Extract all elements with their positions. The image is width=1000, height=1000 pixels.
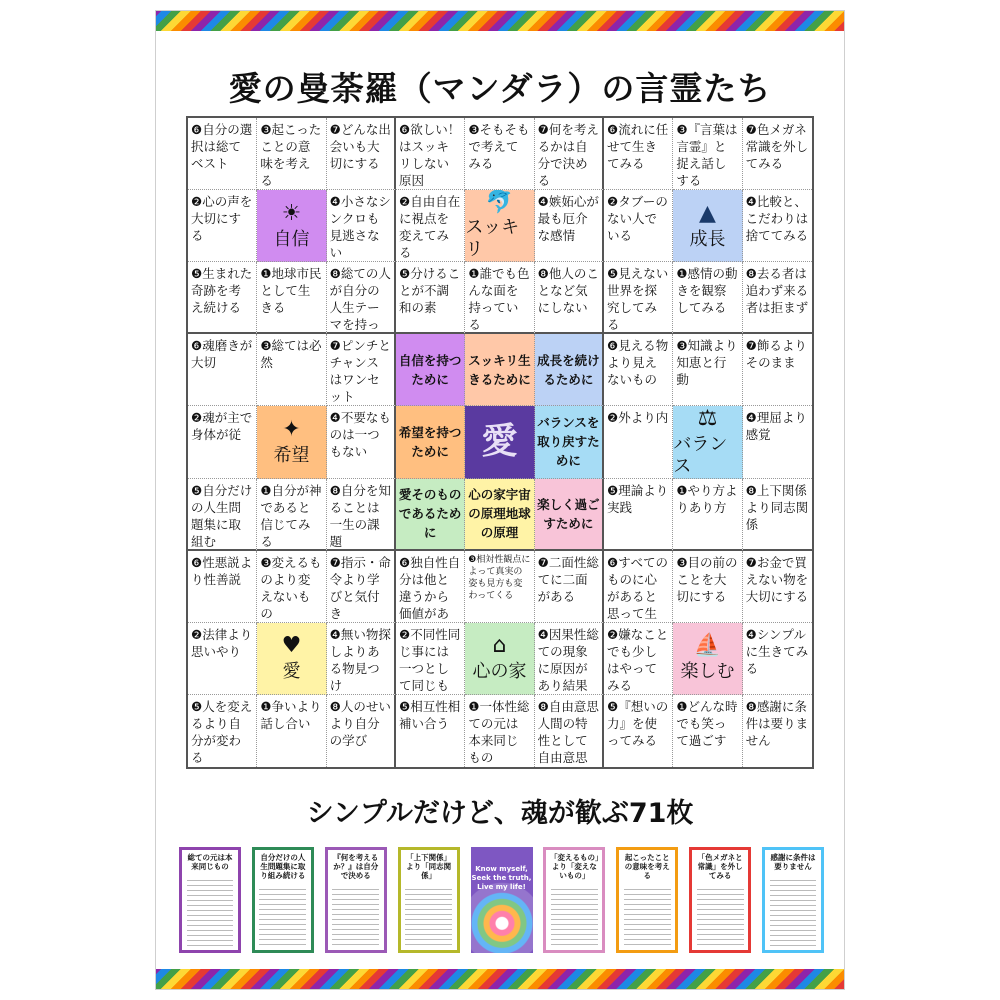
phrase-cell	[188, 334, 257, 406]
theme-cell-seicho	[673, 190, 742, 262]
phrase-text: ❼ピンチとチャンスはワンセット	[329, 338, 391, 405]
card-title: 起こったことの意味を考える	[624, 853, 670, 880]
phrase-cell	[257, 551, 326, 623]
goal-cell	[535, 334, 604, 406]
phrase-cell	[604, 334, 673, 406]
phrase-cell	[327, 334, 396, 406]
theme-cell-kibou	[257, 406, 326, 478]
card-title: 『何を考えるか？』は自分で決める	[333, 853, 379, 880]
card-body-text	[551, 885, 598, 947]
phrase-cell	[327, 695, 396, 767]
phrase-cell	[743, 623, 812, 695]
phrase-cell	[673, 695, 742, 767]
butterfly-icon: ✦	[282, 416, 301, 442]
phrase-text: ❼何を考えるかは自分で決める	[537, 122, 599, 188]
phrase-cell	[535, 623, 604, 695]
phrase-cell	[535, 190, 604, 262]
card-thumbnail	[543, 847, 605, 953]
phrase-text: ❹比較と、こだわりは捨ててみる	[745, 194, 809, 244]
phrase-text: ❺生まれた奇跡を考え続ける	[191, 266, 253, 316]
card-body-text	[332, 885, 379, 947]
phrase-cell	[535, 551, 604, 623]
goal-cell	[465, 334, 534, 406]
card-title: 総ての元は本来同じもの	[187, 853, 233, 871]
phrase-text: ❹不要なものは一つもない	[329, 410, 391, 460]
theme-cell-sukkiri	[465, 190, 534, 262]
theme-label: 愛	[282, 661, 301, 683]
phrase-text: ❸起こったことの意味を考える	[260, 122, 322, 188]
phrase-cell	[396, 695, 465, 767]
goal-label: 自信を持つために	[398, 352, 462, 387]
card-thumbnail	[398, 847, 460, 953]
goal-label: 成長を続けるために	[537, 352, 600, 387]
card-strip	[179, 847, 824, 957]
phrase-text: ❸変えるものより変えないもの	[260, 554, 322, 621]
phrase-cell	[673, 262, 742, 334]
theme-label: 自信	[273, 228, 310, 250]
phrase-text: ❻流れに任せて生きてみる	[607, 122, 669, 171]
mountain-icon: ▲	[699, 200, 716, 226]
theme-label: バランス	[673, 433, 728, 477]
heart-icon: ♥	[281, 633, 302, 659]
phrase-cell	[188, 118, 257, 190]
card-body-text	[624, 885, 671, 947]
goal-cell	[396, 479, 465, 551]
phrase-text: ❷タブーのない人でいる	[607, 194, 668, 244]
goal-label: 楽しく過ごすために	[537, 496, 600, 531]
phrase-text: ❺理論より実践	[607, 482, 669, 515]
card-body-text	[187, 876, 234, 947]
phrase-text: ❼飾るよりそのまま	[745, 338, 807, 371]
phrase-text: ❷心の声を大切にする	[191, 194, 253, 244]
poster-subtitle: シンプルだけど、魂が歓ぶ71枚	[306, 798, 694, 829]
phrase-cell	[396, 262, 465, 334]
phrase-cell	[604, 479, 673, 551]
phrase-text: ❶どんな時でも笑って過ごす	[676, 698, 738, 748]
phrase-text: ❷不同性同じ事には一つとして同じも	[399, 626, 461, 693]
phrase-text: ❸目の前のことを大切にする	[676, 554, 738, 604]
card-thumbnail	[689, 847, 751, 953]
goal-cell	[396, 334, 465, 406]
poster-title: 愛の曼荼羅（マンダラ）の言霊たち	[228, 69, 772, 108]
phrase-cell	[465, 551, 534, 623]
phrase-cell	[604, 695, 673, 767]
phrase-cell	[743, 551, 812, 623]
phrase-text: ❹小さなシンクロも見逃さない	[329, 194, 391, 261]
card-body-text	[697, 885, 744, 947]
phrase-cell	[327, 479, 396, 551]
phrase-text: ❸相対性観点によって真実の姿も見方も変わってくる	[468, 554, 531, 601]
theme-cell-jishin	[257, 190, 326, 262]
phrase-text: ❽他人のことなど気にしない	[537, 266, 599, 316]
phrase-cell	[327, 262, 396, 334]
phrase-cell	[327, 190, 396, 262]
phrase-text: ❷法律より思いやり	[191, 626, 253, 659]
phrase-cell	[257, 262, 326, 334]
phrase-text: ❼指示・命令より学びと気付き	[329, 554, 391, 621]
card-title: 「色メガネと常識」を外してみる	[697, 853, 743, 880]
phrase-text: ❻欲しい！はスッキリしない原因	[399, 122, 461, 188]
phrase-text: ❼どんな出会いも大切にする	[329, 122, 391, 171]
phrase-cell	[535, 262, 604, 334]
phrase-text: ❹シンプルに生きてみる	[745, 626, 809, 676]
phrase-text: ❹嫉妬心が最も厄介な感情	[537, 194, 599, 244]
card-thumbnail	[179, 847, 241, 953]
rainbow-stripe-bottom	[156, 969, 844, 989]
phrase-cell	[188, 406, 257, 478]
phrase-cell	[535, 695, 604, 767]
phrase-text: ❽自分を知ることは一生の課題	[329, 482, 391, 549]
phrase-text: ❺分けることが不調和の素	[399, 266, 461, 316]
phrase-cell	[188, 262, 257, 334]
phrase-text: ❶争いより話し合い	[260, 698, 322, 731]
phrase-cell	[257, 695, 326, 767]
phrase-text: ❺見えない世界を探究してみる	[607, 266, 669, 333]
phrase-cell	[396, 551, 465, 623]
goal-label: 心の家宇宙の原理地球の原理	[468, 487, 531, 541]
phrase-cell	[465, 118, 534, 190]
phrase-text: ❺相互性相補い合う	[399, 698, 461, 731]
phrase-text: ❼色メガネ常識を外してみる	[745, 122, 809, 171]
phrase-cell	[743, 695, 812, 767]
phrase-text: ❼二面性総てに二面がある	[537, 554, 599, 604]
theme-label: スッキリ	[465, 217, 520, 261]
phrase-text: ❶自分が神であると信じてみる	[260, 482, 322, 549]
phrase-cell	[327, 551, 396, 623]
card-thumbnail	[325, 847, 387, 953]
phrase-cell	[327, 406, 396, 478]
phrase-cell	[673, 479, 742, 551]
phrase-cell	[673, 118, 742, 190]
phrase-text: ❹無い物探しよりある物見つけ	[329, 626, 391, 693]
phrase-text: ❶地球市民として生きる	[260, 266, 322, 316]
phrase-text: ❼お金で買えない物を大切にする	[745, 554, 809, 604]
phrase-cell	[327, 623, 396, 695]
phrase-cell	[188, 551, 257, 623]
dolphin-icon: 🐬	[485, 190, 514, 215]
goal-label: 希望を持つために	[398, 424, 462, 459]
phrase-cell	[604, 190, 673, 262]
theme-label: 希望	[273, 444, 310, 466]
phrase-cell	[257, 479, 326, 551]
phrase-text: ❸総ては必然	[260, 338, 322, 371]
phrase-cell	[604, 623, 673, 695]
scales-icon: ⚖	[697, 406, 718, 431]
phrase-text: ❽総ての人が自分の人生テーマを持っ	[329, 266, 391, 333]
phrase-text: ❷魂が主で身体が従	[191, 410, 253, 443]
phrase-text: ❻すべてのものに心があると思って生	[607, 554, 668, 621]
goal-label: スッキリ生きるために	[468, 352, 531, 387]
phrase-cell	[743, 118, 812, 190]
phrase-cell	[743, 190, 812, 262]
phrase-cell	[743, 334, 812, 406]
phrase-text: ❹因果性総ての現象に原因があり結果	[537, 626, 599, 693]
phrase-text: ❷嫌なことでも少しはやってみる	[607, 626, 669, 693]
theme-cell-tanoshimu	[673, 623, 742, 695]
phrase-cell	[465, 695, 534, 767]
phrase-cell	[327, 118, 396, 190]
phrase-text: ❻見える物より見えないもの	[607, 338, 669, 388]
theme-label: 心の家	[472, 661, 527, 683]
phrase-text: ❻魂磨きが大切	[191, 338, 253, 371]
card-title: 自分だけの人生問題集に取り組み続ける	[260, 853, 306, 880]
center-love-cell	[465, 406, 534, 478]
phrase-cell	[743, 262, 812, 334]
card-body-text	[770, 876, 817, 947]
theme-cell-kokoronoie	[465, 623, 534, 695]
phrase-cell	[604, 118, 673, 190]
card-title: Know myself, Seek the truth, Live my life!	[471, 865, 532, 891]
goal-cell	[535, 406, 604, 478]
phrase-cell	[257, 118, 326, 190]
phrase-cell	[465, 262, 534, 334]
card-thumbnail	[252, 847, 314, 953]
theme-label: 楽しむ	[680, 661, 735, 683]
card-title: 感謝に条件は要りません	[770, 853, 816, 871]
phrase-cell	[188, 623, 257, 695]
card-thumbnail	[616, 847, 678, 953]
phrase-cell	[257, 334, 326, 406]
phrase-cell	[743, 406, 812, 478]
phrase-text: ❺『想いの力』を使ってみる	[607, 698, 669, 748]
phrase-text: ❷外より内	[607, 410, 669, 426]
phrase-cell	[535, 118, 604, 190]
phrase-cell	[604, 406, 673, 478]
phrase-cell	[396, 623, 465, 695]
phrase-text: ❶感情の動きを観察してみる	[676, 266, 738, 316]
phrase-cell	[673, 551, 742, 623]
phrase-cell	[188, 695, 257, 767]
phrase-text: ❺自分だけの人生問題集に取組む	[191, 482, 253, 549]
sun-icon: ☀	[281, 200, 302, 226]
phrase-text: ❸知識より知恵と行動	[676, 338, 738, 388]
phrase-text: ❶やり方よりあり方	[676, 482, 738, 515]
goal-cell	[396, 406, 465, 478]
phrase-text: ❻独自性自分は他と違うから価値があ	[399, 554, 461, 621]
theme-cell-ai	[257, 623, 326, 695]
phrase-cell	[604, 262, 673, 334]
rainbow-stripe-top	[156, 11, 844, 31]
phrase-text: ❸そもそもで考えてみる	[468, 122, 530, 171]
phrase-cell	[604, 551, 673, 623]
phrase-cell	[396, 118, 465, 190]
goal-label: 愛そのものであるために	[398, 487, 462, 541]
card-body-text	[259, 885, 306, 947]
phrase-text: ❽上下関係より同志関係	[745, 482, 809, 532]
phrase-cell	[188, 190, 257, 262]
phrase-text: ❸『言葉は言霊』と捉え話しする	[676, 122, 738, 188]
ship-icon: ⛵	[693, 633, 722, 659]
phrase-text: ❻自分の選択は総てベスト	[191, 122, 253, 171]
phrase-text: ❺人を変えるより自分が変わる	[191, 698, 253, 765]
card-thumbnail	[762, 847, 824, 953]
card-title: 「上下関係」より「同志関係」	[406, 853, 452, 880]
card-body-text	[405, 885, 452, 947]
mandala-grid	[186, 116, 814, 769]
poster-sheet	[155, 10, 845, 990]
phrase-text: ❻性悪説より性善説	[191, 554, 253, 587]
goal-cell	[465, 479, 534, 551]
phrase-cell	[396, 190, 465, 262]
phrase-text: ❷自由自在に視点を変えてみる	[399, 194, 461, 261]
phrase-cell	[188, 479, 257, 551]
phrase-text: ❽自由意思人間の特性として自由意思	[537, 698, 599, 765]
goal-label: バランスを取り戻すために	[537, 415, 600, 469]
phrase-text: ❶一体性総ての元は本来同じもの	[468, 698, 530, 765]
card-thumbnail	[471, 847, 533, 953]
card-title: 「変えるもの」より「変えないもの」	[550, 853, 599, 880]
phrase-cell	[743, 479, 812, 551]
goal-cell	[535, 479, 604, 551]
center-love-label: 愛	[481, 421, 518, 463]
phrase-text: ❽人のせいより自分の学び	[329, 698, 391, 748]
phrase-text: ❶誰でも色んな面を持っている	[468, 266, 530, 333]
phrase-cell	[673, 334, 742, 406]
phrase-text: ❽去る者は追わず来る者は拒まず	[745, 266, 809, 316]
house-icon: ⌂	[492, 633, 507, 659]
theme-label: 成長	[689, 228, 726, 250]
theme-cell-balance	[673, 406, 742, 478]
phrase-text: ❽感謝に条件は要りません	[745, 698, 809, 748]
phrase-text: ❹理屈より感覚	[745, 410, 807, 443]
